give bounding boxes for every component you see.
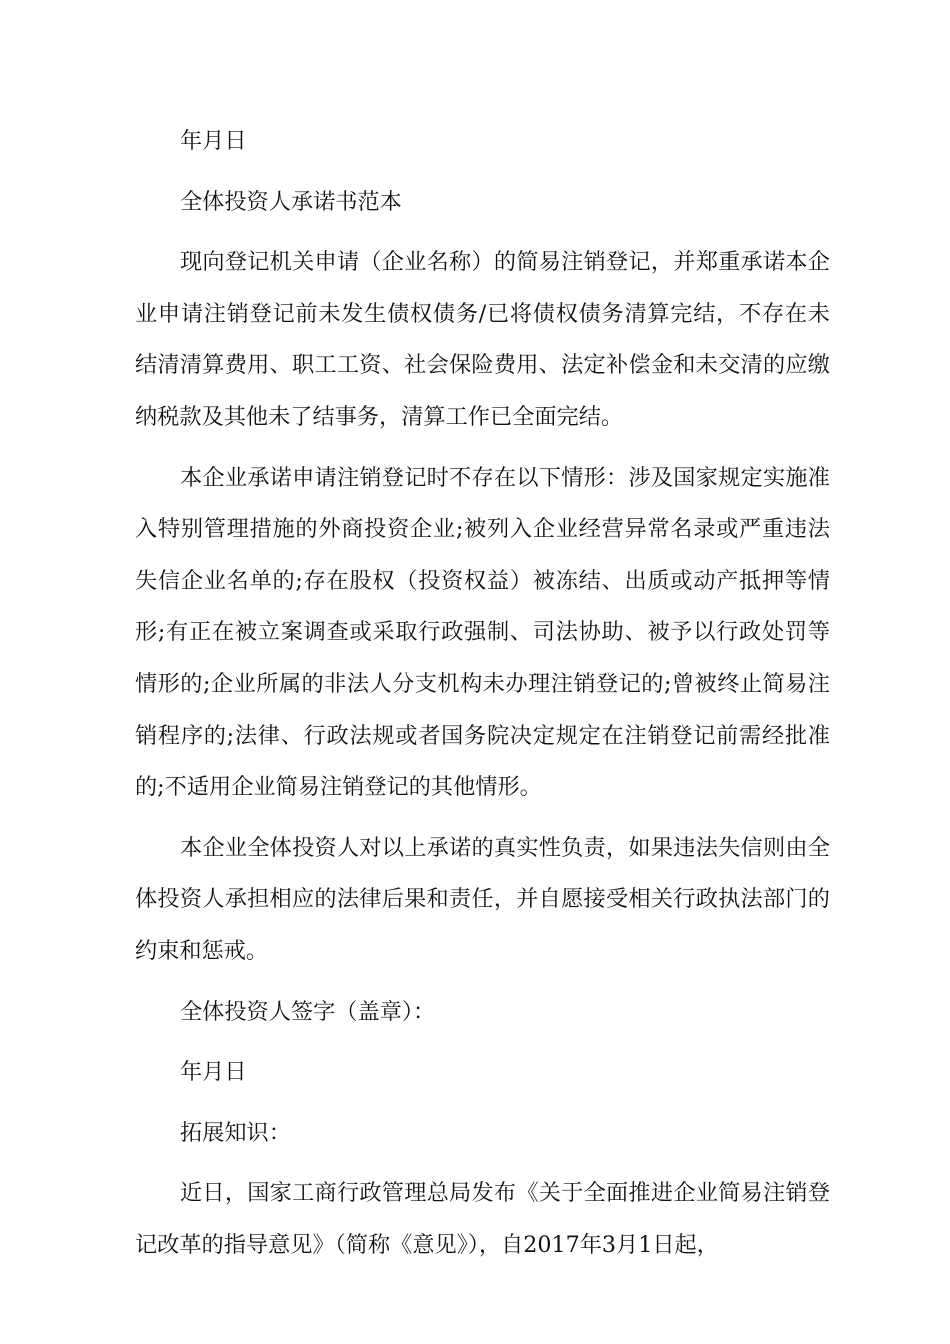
paragraph-application: 现向登记机关申请（企业名称）的简易注销登记，并郑重承诺本企业申请注销登记前未发生债权债务/已将债权债务清算完结，不存在未结清清算费用、职工工资、社会保险费用、法定补偿金和未交清的应缴纳税款及其他未了结事务，清算工作已全面完结。 (135, 249, 830, 430)
document-title: 全体投资人承诺书范本 (180, 188, 402, 215)
signature-line: 全体投资人签字（盖章）： (180, 998, 436, 1025)
paragraph-conditions: 本企业承诺申请注销登记时不存在以下情形：涉及国家规定实施准入特别管理措施的外商投资企业;被列入企业经营异常名录或严重违法失信企业名单的;存在股权（投资权益）被冻结、出质或动产抵押等情形;有正在被立案调查或采取行政强制、司法协助、被予以行政处罚等情形的;企业所属的非法人分支机构未办理注销登记的;曾被终止简易注销程序的;法律、行政法规或者国务院决定规定在注销登记前需经批准的;不适用企业简易注销登记的其他情形。 (135, 464, 830, 801)
date-line-top: 年月日 (180, 128, 247, 154)
extended-knowledge-heading: 拓展知识： (180, 1119, 291, 1146)
paragraph-responsibility: 本企业全体投资人对以上承诺的真实性负责，如果违法失信则由全体投资人承担相应的法律后果和责任，并自愿接受相关行政执法部门的约束和惩戒。 (135, 834, 830, 964)
paragraph-extended-knowledge: 近日，国家工商行政管理总局发布《关于全面推进企业简易注销登记改革的指导意见》（简称《意见》），自2017年3月1日起， (135, 1180, 830, 1258)
date-line-bottom: 年月日 (180, 1059, 247, 1086)
